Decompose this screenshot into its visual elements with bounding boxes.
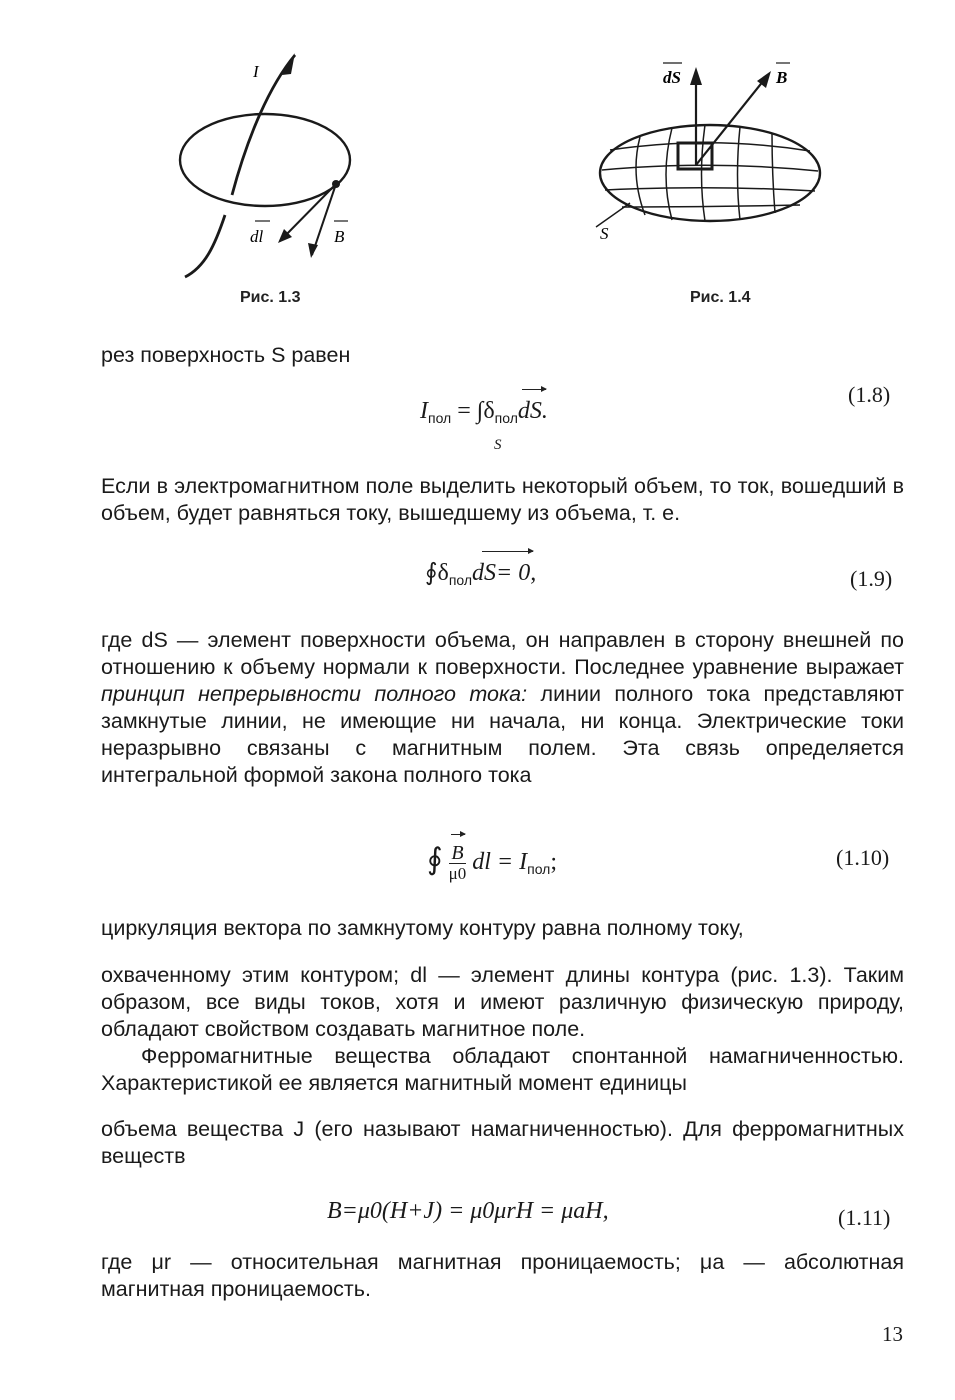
dl-label: dl [250, 227, 264, 246]
paragraph-ferromagnetic: Ферромагнитные вещества обладают спонтанной намагниченностью. Характеристикой ее является магнитный момент единицы [101, 1044, 904, 1095]
principle-phrase: принцип непрерывности полного тока: [101, 682, 528, 706]
equation-1-11: B=μ0(H+J) = μ0μrH = μaH, [327, 1198, 609, 1224]
equation-1-8-lower-limit: S [494, 437, 502, 453]
s-label: S [600, 224, 609, 243]
equation-1-9-number: (1.9) [850, 566, 893, 591]
equation-1-8-number: (1.8) [848, 382, 891, 407]
b-label: B [776, 68, 788, 87]
b-arrowhead [308, 243, 318, 258]
paragraph-continuity-principle: где dS — элемент поверхности объема, он направлен в сторону внешней по отношению к объему нормали к поверхности. Последнее уравнение выражает принцип непрерывности полного тока: линии полного тока представляют замкнутые линии, не имеющие ни начала, ни конца. Электрические токи неразрывно связаны с магнитным полем. Эта связь определяется интегральной формой закона полного тока [101, 628, 904, 787]
intro-text: рез поверхность S равен [101, 343, 351, 367]
equation-1-11-number: (1.11) [838, 1205, 891, 1230]
equation-1-8: $I_{пол} = \int\delta_{пол}dS$. [420, 398, 548, 426]
paragraph-permeability: где μr — относительная магнитная проницаемость; μa — абсолютная магнитная проницаемость. [101, 1250, 904, 1301]
equation-1-9: $∮\delta_{пол}dS= 0$, [425, 560, 537, 588]
b-vector [696, 75, 768, 165]
figure-1-4-caption: Рис. 1.4 [690, 289, 751, 306]
b-label: B [334, 227, 345, 246]
paragraph-magnetization: объема вещества J (его называют намагниченностью). Для ферромагнитных веществ [101, 1117, 904, 1168]
b-vector [312, 184, 336, 255]
equation-1-10-number: (1.10) [836, 845, 890, 870]
figure-1-4 [560, 45, 830, 245]
current-label: I [253, 62, 259, 81]
equation-1-10: ∮ $\frac{B}{\mu 0}$ dl = $I_{пол}$; [427, 841, 558, 883]
ds-label: dS [663, 68, 681, 87]
current-line [185, 55, 295, 277]
ds-arrowhead [690, 67, 702, 85]
paragraph-circulation-line1: циркуляция вектора по замкнутому контуру равна полному току, [101, 916, 744, 940]
paragraph-circulation-rest: охваченному этим контуром; dl — элемент длины контура (рис. 1.3). Таким образом, все виды токов, хотя и имеют различную физическую природу, обладают свойством создавать магнитное поле. [101, 963, 904, 1041]
figure-1-3-caption: Рис. 1.3 [240, 289, 301, 306]
dl-vector [280, 184, 336, 241]
figure-1-3 [160, 45, 370, 285]
paragraph-current-conservation: Если в электромагнитном поле выделить некоторый объем, то ток, вошедший в объем, будет равняться току, вышедшему из объема, т. е. [101, 474, 904, 525]
page-number: 13 [882, 1322, 903, 1346]
closed-contour [180, 114, 350, 206]
